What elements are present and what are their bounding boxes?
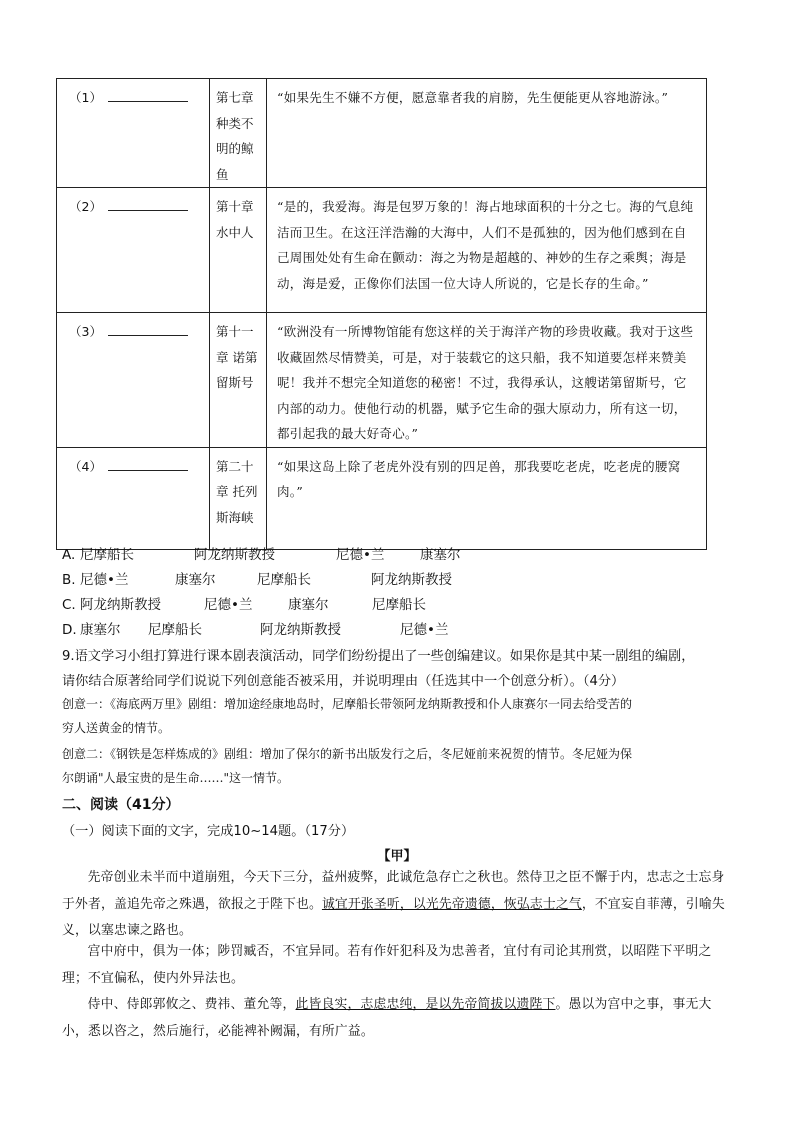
idea-1-cont: 穷人送黄金的情节。 — [62, 721, 171, 735]
answer-blank-cell — [57, 447, 210, 549]
answer-blank[interactable] — [108, 322, 188, 336]
answer-blank-cell — [57, 188, 210, 313]
option-item: 尼摩船长 — [372, 597, 426, 613]
option-item: 康塞尔 — [288, 597, 329, 613]
option-item: 阿龙纳斯教授 — [80, 597, 161, 613]
row-number: （1） — [69, 90, 102, 105]
option-item: 尼摩船长 — [257, 572, 311, 588]
option-item: 康塞尔 — [175, 572, 216, 588]
passage-paragraph-2: 宫中府中，俱为一体；陟罚臧否，不宜异同。若有作奸犯科及为忠善者，宜付有司论其刑赏，以昭陛下平明之理；不宜偏私，使内外异法也。 — [62, 944, 712, 986]
table-row — [57, 313, 707, 448]
row-number: （4） — [69, 458, 102, 474]
option-item: 康塞尔 — [80, 622, 121, 638]
option-item: 阿龙纳斯教授 — [371, 572, 452, 588]
passage-text: ，不宜妄自菲薄，引喻失义，以塞忠谏之路也。 — [62, 896, 725, 938]
section-title: 二、阅读（41分） — [62, 797, 180, 813]
table-row — [57, 79, 707, 188]
option-d[interactable]: D. 康塞尔 尼摩船长 阿龙纳斯教授 尼德•兰 — [62, 618, 448, 638]
idea-1: 创意一：《海底两万里》剧组：增加途经康地岛时，尼摩船长带领阿龙纳斯教授和仆人康赛尔一同去给受苦的 — [62, 697, 633, 711]
option-item: 尼摩船长 — [148, 622, 202, 638]
option-item: 尼德•兰 — [80, 572, 129, 588]
chapter-cell: 第二十章 托列斯海峡 — [210, 447, 267, 549]
table-row — [57, 447, 707, 549]
row-number: （2） — [69, 199, 102, 214]
answer-blank-cell — [57, 79, 210, 188]
option-item: 康塞尔 — [420, 547, 461, 563]
quote-cell: “如果先生不嫌不方便，愿意靠者我的肩膀，先生便能更从容地游泳。” — [267, 79, 707, 188]
chapter-cell: 第十章水中人 — [210, 188, 267, 313]
chapter-cell: 第十一章 诺第留斯号 — [210, 313, 267, 448]
option-b[interactable]: B. 尼德•兰 康塞尔 尼摩船长 阿龙纳斯教授 — [62, 568, 452, 588]
option-item: 尼德•兰 — [204, 597, 253, 613]
quote-cell: “欧洲没有一所博物馆能有您这样的关于海洋产物的珍贵收藏。我对于这些收藏固然尽情赞美，可是，对于装载它的这只船，我不知道要怎样来赞美呢！我并不想完全知道您的秘密！不过，我得承认，这艘诺第留斯号，它内部的动力。使他行动的机器，赋予它生命的强大原动力，所有这一切，都引起我的最大好奇心。” — [267, 313, 707, 448]
character-quote-table — [56, 78, 707, 550]
option-item: 尼德•兰 — [336, 547, 385, 563]
option-item: 尼德•兰 — [400, 622, 449, 638]
subsection-title: （一）阅读下面的文字，完成10~14题。（17分） — [62, 824, 355, 839]
passage-paragraph-1 — [62, 865, 730, 945]
passage-jia-heading: 【甲】 — [377, 849, 417, 864]
passage-paragraph-3 — [62, 992, 730, 1045]
quote-cell: “如果这岛上除了老虎外没有别的四足兽，那我要吃老虎，吃老虎的腰窝肉。” — [267, 447, 707, 549]
option-item: 尼摩船长 — [80, 547, 134, 563]
passage-text: 。愚以为宫中之事，事无大小，悉以咨之，然后施行，必能裨补阙漏，有所广益。 — [62, 997, 712, 1039]
answer-blank[interactable] — [108, 457, 188, 471]
underlined-sentence: 此皆良实，志虑忠纯，是以先帝简拔以遗陛下 — [295, 997, 556, 1012]
passage-text: 先帝创业未半而中道崩殂，今天下三分，益州疲弊，此诚危急存亡之秋也。然侍卫之臣不懈于内，忠志之士忘身于外者，盖追先帝之殊遇，欲报之于陛下也。 — [62, 870, 725, 912]
option-a[interactable]: A. 尼摩船长 阿龙纳斯教授 尼德•兰 康塞尔 — [62, 543, 461, 563]
question-9-line1: 9.语文学习小组打算进行课本剧表演活动，同学们纷纷提出了一些创编建议。如果你是其中某一剧组的编剧， — [62, 649, 695, 664]
answer-blank[interactable] — [108, 88, 188, 102]
answer-blank[interactable] — [108, 197, 188, 211]
option-item: 阿龙纳斯教授 — [194, 547, 275, 563]
answer-blank-cell — [57, 313, 210, 448]
option-item: 阿龙纳斯教授 — [260, 622, 341, 638]
table-row — [57, 188, 707, 313]
row-number: （3） — [69, 324, 102, 339]
quote-cell: “是的，我爱海。海是包罗万象的！海占地球面积的十分之七。海的气息纯洁而卫生。在这汪洋浩瀚的大海中，人们不是孤独的，因为他们感到在自己周围处处有生命在颤动：海之为物是超越的、神妙的生存之乘舆；海是动，海是爱，正像你们法国一位大诗人所说的，它是长存的生命。” — [267, 188, 707, 313]
underlined-sentence: 诚宜开张圣听，以光先帝遗德，恢弘志士之气 — [321, 896, 582, 912]
chapter-cell: 第七章种类不明的鲸鱼 — [210, 79, 267, 188]
idea-2: 创意二：《钢铁是怎样炼成的》剧组：增加了保尔的新书出版发行之后，冬尼娅前来祝贺的情节。冬尼娅为保 — [62, 747, 633, 761]
passage-text: 侍中、侍郎郭攸之、费祎、董允等， — [87, 997, 296, 1012]
option-c[interactable]: C. 阿龙纳斯教授 尼德•兰 康塞尔 尼摩船长 — [62, 593, 426, 613]
question-9-line2: 请你结合原著给同学们说说下列创意能否被采用，并说明理由（任选其中一个创意分析）。（4分） — [62, 674, 625, 689]
idea-2-cont: 尔朗诵"人最宝贵的是生命……"这一情节。 — [62, 771, 290, 785]
